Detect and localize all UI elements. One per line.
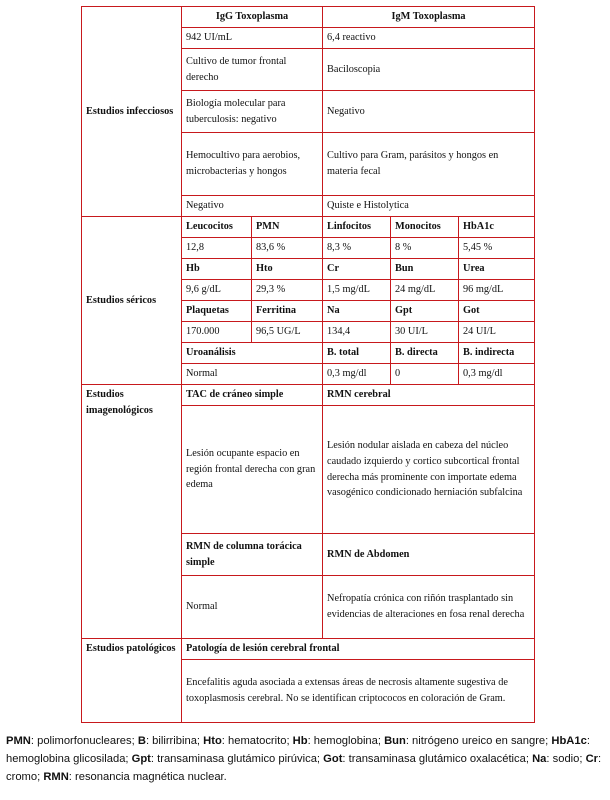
- category-imagenologicos: Estudios imagenológicos: [82, 385, 182, 639]
- lab-header: Got: [459, 301, 535, 322]
- lab-header: Hto: [252, 259, 323, 280]
- footnote-entry: RMN: resonancia magnética nuclear.: [43, 771, 227, 784]
- header-igg-toxoplasma: IgG Toxoplasma: [182, 7, 323, 28]
- footnote-entry: Bun: nitrógeno ureico en sangre;: [384, 735, 552, 747]
- lab-header: PMN: [252, 217, 323, 238]
- footnote-entry: Cr: cromo;: [6, 753, 602, 784]
- lab-header: Monocitos: [391, 217, 459, 238]
- table-cell: Hemocultivo para aerobios, microbacterias y hongos: [182, 133, 323, 196]
- table-cell: Baciloscopia: [323, 49, 535, 91]
- footnote-entry: Gpt: transaminasa glutámico pirúvica;: [131, 753, 324, 766]
- table-cell: Quiste e Histolytica: [323, 196, 535, 217]
- footnote-entry: B: bilirribina;: [137, 735, 204, 747]
- header-rmn-columna: RMN de columna torácica simple: [182, 534, 323, 576]
- lab-value: 24 mg/dL: [391, 280, 459, 301]
- lab-header: Cr: [323, 259, 391, 280]
- lab-header: Hb: [182, 259, 252, 280]
- header-tac-craneo: TAC de cráneo simple: [182, 385, 323, 406]
- lab-header: Na: [323, 301, 391, 322]
- lab-value: 0: [391, 364, 459, 385]
- header-rmn-abdomen: RMN de Abdomen: [323, 534, 535, 576]
- lab-value: 12,8: [182, 238, 252, 259]
- header-patologia: Patología de lesión cerebral frontal: [182, 639, 535, 660]
- lab-value: 96 mg/dL: [459, 280, 535, 301]
- table-cell: Negativo: [182, 196, 323, 217]
- footnote-entry: HbA1c: hemoglobina glicosilada;: [6, 735, 590, 766]
- lab-value: 170.000: [182, 322, 252, 343]
- lab-header: Gpt: [391, 301, 459, 322]
- lab-value: 8,3 %: [323, 238, 391, 259]
- patologia-result: Encefalitis aguda asociada a extensas áreas de necrosis altamente sugestiva de toxoplasmosis cerebral. No se identifican criptococos en coloración de Gram.: [182, 660, 535, 723]
- lab-header: B. directa: [391, 343, 459, 364]
- footnote-entry: Na: sodio;: [532, 753, 586, 766]
- rmn-abdomen-result: Nefropatía crónica con riñón trasplantado sin evidencias de alteraciones en fosa renal derecha: [323, 576, 535, 639]
- footnote-entry: PMN: polimorfonucleares;: [6, 735, 138, 747]
- results-table: [81, 6, 535, 723]
- lab-header: HbA1c: [459, 217, 535, 238]
- lab-header: Bun: [391, 259, 459, 280]
- tac-result: Lesión ocupante espacio en región frontal derecha con gran edema: [182, 406, 323, 534]
- lab-value: 83,6 %: [252, 238, 323, 259]
- lab-header: Uroanálisis: [182, 343, 323, 364]
- footnote-entry: Got: transaminasa glutámico oxalacética;: [323, 753, 533, 766]
- table-cell: Biología molecular para tuberculosis: negativo: [182, 91, 323, 133]
- lab-value: 0,3 mg/dl: [459, 364, 535, 385]
- igm-value: 6,4 reactivo: [323, 28, 535, 49]
- lab-header: Ferritina: [252, 301, 323, 322]
- lab-value: 29,3 %: [252, 280, 323, 301]
- lab-value: 0,3 mg/dl: [323, 364, 391, 385]
- category-sericos: Estudios séricos: [82, 217, 182, 385]
- lab-value: 134,4: [323, 322, 391, 343]
- lab-value: 24 UI/L: [459, 322, 535, 343]
- lab-header: Leucocitos: [182, 217, 252, 238]
- table-cell: Negativo: [323, 91, 535, 133]
- category-infecciosos: Estudios infecciosos: [82, 7, 182, 217]
- lab-header: Urea: [459, 259, 535, 280]
- lab-value: Normal: [182, 364, 323, 385]
- lab-value: 1,5 mg/dL: [323, 280, 391, 301]
- header-rmn-cerebral: RMN cerebral: [323, 385, 535, 406]
- lab-value: 8 %: [391, 238, 459, 259]
- lab-value: 30 UI/L: [391, 322, 459, 343]
- igg-value: 942 UI/mL: [182, 28, 323, 49]
- lab-header: B. total: [323, 343, 391, 364]
- category-patologicos: Estudios patológicos: [82, 639, 182, 723]
- lab-header: B. indirecta: [459, 343, 535, 364]
- lab-value: 5,45 %: [459, 238, 535, 259]
- table-cell: Cultivo para Gram, parásitos y hongos en materia fecal: [323, 133, 535, 196]
- rmn-columna-result: Normal: [182, 576, 323, 639]
- lab-value: 96,5 UG/L: [252, 322, 323, 343]
- lab-value: 9,6 g/dL: [182, 280, 252, 301]
- table-cell: Cultivo de tumor frontal derecho: [182, 49, 323, 91]
- abbreviations-footnote: [6, 732, 606, 786]
- footnote-entry: Hto: hematocrito;: [203, 735, 293, 747]
- lab-header: Linfocitos: [323, 217, 391, 238]
- header-igm-toxoplasma: IgM Toxoplasma: [323, 7, 535, 28]
- rmn-cerebral-result: Lesión nodular aislada en cabeza del núcleo caudado izquierdo y cortico subcortical frontal derecha más prominente con importate edema vasogénico condicionado herniación subfalcina: [323, 406, 535, 534]
- lab-header: Plaquetas: [182, 301, 252, 322]
- footnote-entry: Hb: hemoglobina;: [292, 735, 385, 747]
